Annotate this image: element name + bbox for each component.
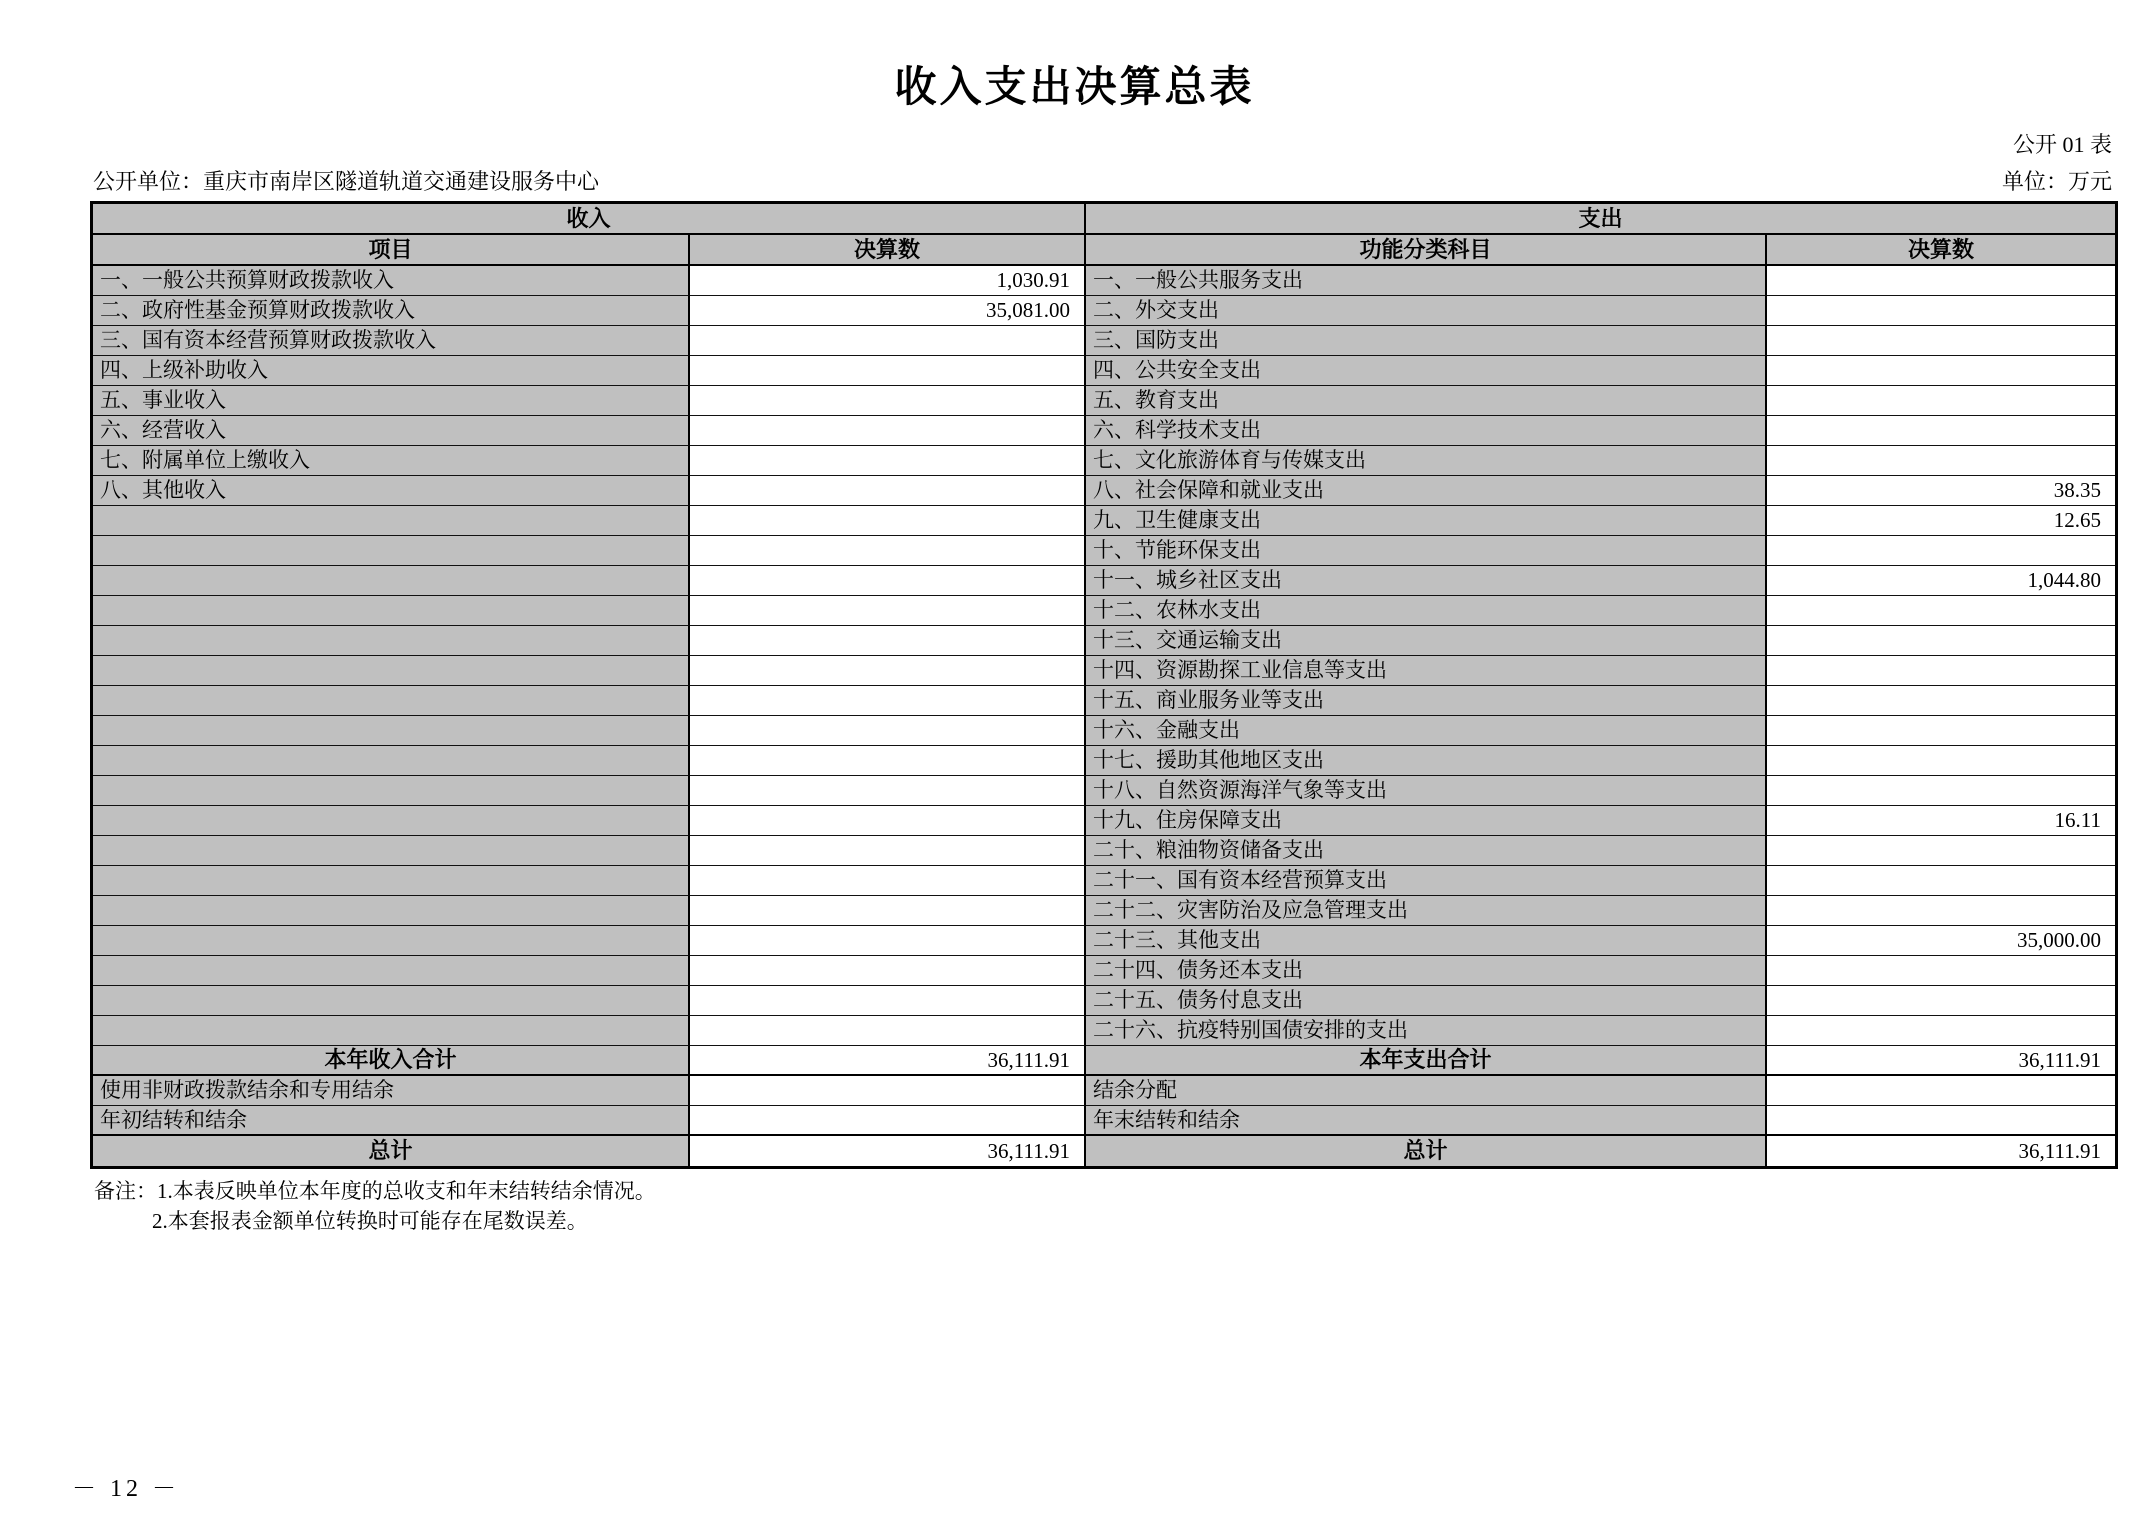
expenditure-item-cell: 十三、交通运输支出: [1086, 626, 1767, 656]
expenditure-value-cell: [1767, 746, 2115, 776]
expenditure-value-cell: [1767, 326, 2115, 356]
income-total-value: 36,111.91: [690, 1046, 1086, 1076]
expenditure-item-cell: 八、社会保障和就业支出: [1086, 476, 1767, 506]
income-value-cell: [690, 986, 1086, 1016]
income-value-cell: [690, 626, 1086, 656]
income-item-cell: 八、其他收入: [93, 476, 690, 506]
expenditure-item-cell: 七、文化旅游体育与传媒支出: [1086, 446, 1767, 476]
note-line-2: 2.本套报表金额单位转换时可能存在尾数误差。: [152, 1209, 588, 1233]
income-extra-row-value: [690, 1076, 1086, 1106]
expenditure-extra-row-label: 结余分配: [1086, 1076, 1767, 1106]
table-code-label: 公开 01 表: [2012, 132, 2112, 157]
income-extra-row-label: 使用非财政拨款结余和专用结余: [93, 1076, 690, 1106]
income-item-cell: [93, 566, 690, 596]
public-unit-label: 公开单位：重庆市南岸区隧道轨道交通建设服务中心: [93, 169, 600, 194]
income-total-label: 本年收入合计: [93, 1046, 690, 1076]
income-value-cell: [690, 866, 1086, 896]
expenditure-item-cell: 十八、自然资源海洋气象等支出: [1086, 776, 1767, 806]
expenditure-value-cell: 16.11: [1767, 806, 2115, 836]
income-value-cell: [690, 566, 1086, 596]
income-item-cell: [93, 656, 690, 686]
income-item-cell: [93, 776, 690, 806]
note-line-1: 备注：1.本表反映单位本年度的总收支和年末结转结余情况。: [94, 1179, 656, 1203]
income-value-cell: [690, 326, 1086, 356]
expenditure-band-header: 支出: [1086, 204, 2115, 235]
income-item-cell: 一、一般公共预算财政拨款收入: [93, 266, 690, 296]
income-grand-total-value: 36,111.91: [690, 1136, 1086, 1166]
expenditure-value-cell: [1767, 956, 2115, 986]
expenditure-item-cell: 十九、住房保障支出: [1086, 806, 1767, 836]
income-item-cell: [93, 836, 690, 866]
income-item-cell: [93, 686, 690, 716]
income-value-cell: [690, 356, 1086, 386]
expenditure-value-cell: 35,000.00: [1767, 926, 2115, 956]
income-item-cell: [93, 506, 690, 536]
expenditure-value-cell: [1767, 626, 2115, 656]
expenditure-total-label: 本年支出合计: [1086, 1046, 1767, 1076]
expenditure-value-cell: [1767, 866, 2115, 896]
expenditure-item-cell: 五、教育支出: [1086, 386, 1767, 416]
page-title: 收入支出决算总表: [894, 65, 1255, 111]
income-value-cell: [690, 716, 1086, 746]
income-item-cell: [93, 596, 690, 626]
income-value-cell: [690, 596, 1086, 626]
income-extra-row-value: [690, 1106, 1086, 1136]
account-table: [90, 201, 2118, 1169]
expenditure-value-cell: 1,044.80: [1767, 566, 2115, 596]
expenditure-item-cell: 四、公共安全支出: [1086, 356, 1767, 386]
expenditure-item-cell: 二十六、抗疫特别国债安排的支出: [1086, 1016, 1767, 1046]
expenditure-value-cell: [1767, 356, 2115, 386]
expenditure-value-cell: [1767, 986, 2115, 1016]
expenditure-value-cell: [1767, 836, 2115, 866]
expenditure-item-cell: 二十二、灾害防治及应急管理支出: [1086, 896, 1767, 926]
expenditure-value-cell: [1767, 656, 2115, 686]
income-value-cell: 1,030.91: [690, 266, 1086, 296]
expenditure-item-cell: 九、卫生健康支出: [1086, 506, 1767, 536]
expenditure-item-cell: 二十五、债务付息支出: [1086, 986, 1767, 1016]
income-item-cell: [93, 926, 690, 956]
income-item-cell: [93, 746, 690, 776]
expenditure-value-cell: [1767, 296, 2115, 326]
income-grand-total-label: 总计: [93, 1136, 690, 1166]
income-value-cell: [690, 446, 1086, 476]
income-value-cell: [690, 506, 1086, 536]
income-item-cell: 二、政府性基金预算财政拨款收入: [93, 296, 690, 326]
income-value-cell: [690, 806, 1086, 836]
expenditure-extra-row-value: [1767, 1106, 2115, 1136]
income-item-cell: 五、事业收入: [93, 386, 690, 416]
expenditure-item-cell: 二、外交支出: [1086, 296, 1767, 326]
expenditure-extra-row-label: 年末结转和结余: [1086, 1106, 1767, 1136]
expenditure-item-cell: 六、科学技术支出: [1086, 416, 1767, 446]
expenditure-value-cell: [1767, 446, 2115, 476]
income-value-column-header: 决算数: [690, 235, 1086, 266]
expenditure-item-column-header: 功能分类科目: [1086, 235, 1767, 266]
income-value-cell: [690, 476, 1086, 506]
expenditure-item-cell: 十六、金融支出: [1086, 716, 1767, 746]
page-number: － 12 －: [72, 1476, 180, 1502]
income-value-cell: [690, 686, 1086, 716]
expenditure-value-cell: [1767, 686, 2115, 716]
income-item-cell: 三、国有资本经营预算财政拨款收入: [93, 326, 690, 356]
income-item-cell: [93, 716, 690, 746]
income-value-cell: [690, 416, 1086, 446]
expenditure-value-cell: 12.65: [1767, 506, 2115, 536]
income-band-header: 收入: [93, 204, 1086, 235]
income-value-cell: [690, 656, 1086, 686]
expenditure-extra-row-value: [1767, 1076, 2115, 1106]
income-value-cell: [690, 1016, 1086, 1046]
expenditure-value-cell: 38.35: [1767, 476, 2115, 506]
income-value-cell: [690, 956, 1086, 986]
income-item-cell: 四、上级补助收入: [93, 356, 690, 386]
expenditure-value-cell: [1767, 536, 2115, 566]
expenditure-value-cell: [1767, 896, 2115, 926]
income-item-cell: 六、经营收入: [93, 416, 690, 446]
expenditure-item-cell: 二十一、国有资本经营预算支出: [1086, 866, 1767, 896]
income-item-cell: 七、附属单位上缴收入: [93, 446, 690, 476]
expenditure-value-cell: [1767, 1016, 2115, 1046]
income-extra-row-label: 年初结转和结余: [93, 1106, 690, 1136]
income-item-cell: [93, 1016, 690, 1046]
income-item-cell: [93, 896, 690, 926]
expenditure-item-cell: 三、国防支出: [1086, 326, 1767, 356]
expenditure-item-cell: 十、节能环保支出: [1086, 536, 1767, 566]
expenditure-item-cell: 十二、农林水支出: [1086, 596, 1767, 626]
income-item-cell: [93, 956, 690, 986]
expenditure-item-cell: 十一、城乡社区支出: [1086, 566, 1767, 596]
income-value-cell: [690, 926, 1086, 956]
income-value-cell: [690, 536, 1086, 566]
unit-of-measure-label: 单位：万元: [2001, 169, 2112, 194]
expenditure-item-cell: 十五、商业服务业等支出: [1086, 686, 1767, 716]
income-item-cell: [93, 806, 690, 836]
expenditure-value-cell: [1767, 386, 2115, 416]
income-item-cell: [93, 986, 690, 1016]
expenditure-value-cell: [1767, 776, 2115, 806]
income-value-cell: [690, 776, 1086, 806]
expenditure-item-cell: 十四、资源勘探工业信息等支出: [1086, 656, 1767, 686]
expenditure-item-cell: 十七、援助其他地区支出: [1086, 746, 1767, 776]
income-value-cell: 35,081.00: [690, 296, 1086, 326]
expenditure-item-cell: 二十四、债务还本支出: [1086, 956, 1767, 986]
income-item-cell: [93, 536, 690, 566]
income-item-cell: [93, 866, 690, 896]
expenditure-value-cell: [1767, 416, 2115, 446]
income-value-cell: [690, 386, 1086, 416]
income-value-cell: [690, 896, 1086, 926]
expenditure-value-cell: [1767, 266, 2115, 296]
expenditure-grand-total-label: 总计: [1086, 1136, 1767, 1166]
income-value-cell: [690, 746, 1086, 776]
expenditure-value-column-header: 决算数: [1767, 235, 2115, 266]
expenditure-total-value: 36,111.91: [1767, 1046, 2115, 1076]
expenditure-value-cell: [1767, 716, 2115, 746]
expenditure-item-cell: 一、一般公共服务支出: [1086, 266, 1767, 296]
income-item-column-header: 项目: [93, 235, 690, 266]
income-value-cell: [690, 836, 1086, 866]
expenditure-item-cell: 二十、粮油物资储备支出: [1086, 836, 1767, 866]
expenditure-item-cell: 二十三、其他支出: [1086, 926, 1767, 956]
expenditure-value-cell: [1767, 596, 2115, 626]
income-item-cell: [93, 626, 690, 656]
expenditure-grand-total-value: 36,111.91: [2018, 1138, 2101, 1163]
